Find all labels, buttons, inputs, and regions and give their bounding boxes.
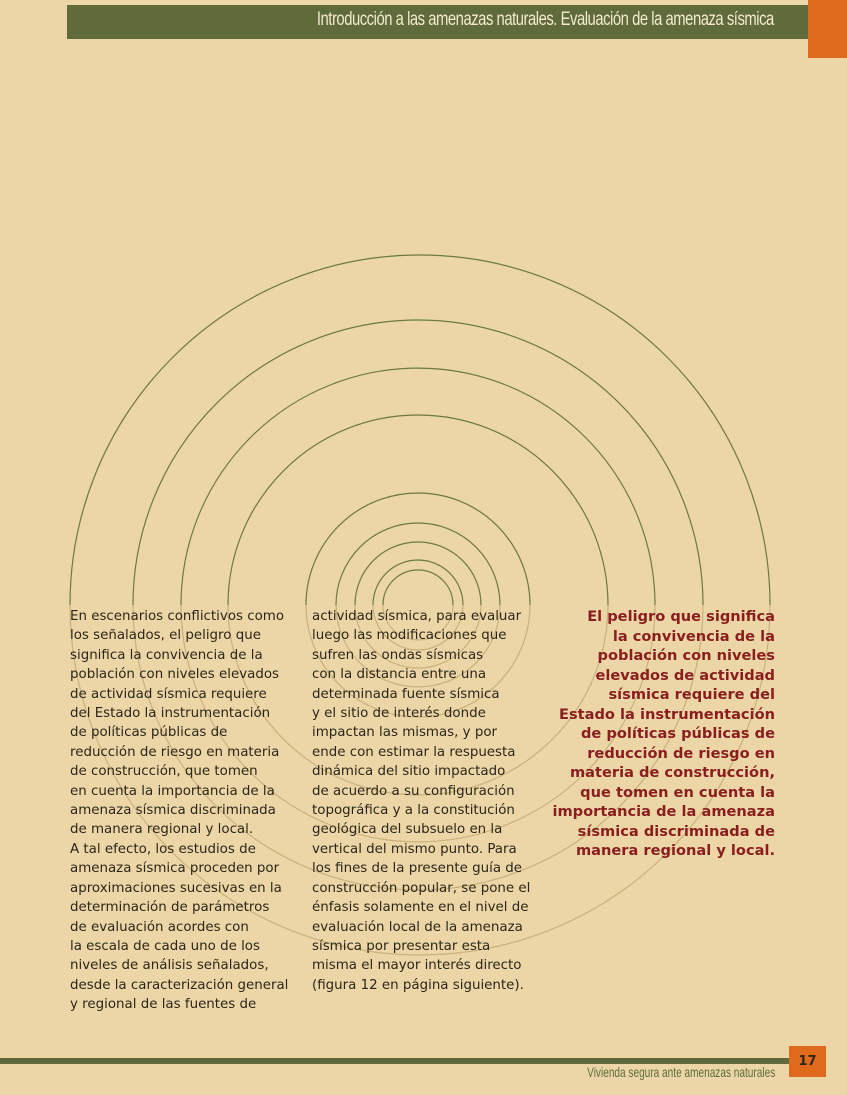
- footer-title: Vivienda segura ante amenazas naturales: [586, 1064, 775, 1080]
- body-column-1: En escenarios conflictivos como los señalados, el peligro que significa la convivencia de la población con niveles elevados de actividad sísmica requiere del Estado la instrumentación de políticas públicas de reducción de riesgo en materia de construcción, que tomen en cuenta la importancia de la amenaza sísmica discriminada de manera regional y local. A tal efecto, los estudios de amenaza sísmica proceden por aproximaciones sucesivas en la determinación de parámetros de evaluación acordes con la escala de cada uno de los niveles de análisis señalados, desde la caracterización general y regional de las fuentes de: [70, 609, 289, 1013]
- pull-quote: El peligro que significa la convivencia de la población con niveles elevados de actividad sísmica requiere del Estado la instrumentación de políticas públicas de reducción de riesgo en materia de construcción, que tomen en cuenta la importancia de la amenaza sísmica discriminada de manera regional y local.: [552, 608, 775, 859]
- header-title: Introducción a las amenazas naturales. Evaluación de la amenaza sísmica: [317, 9, 774, 30]
- arc-upper-1: [383, 570, 453, 605]
- arc-upper-5: [306, 493, 530, 605]
- body-column-2: actividad sísmica, para evaluar luego las modificaciones que sufren las ondas sísmicas con la distancia entre una determinada fuente sísmica y el sitio de interés donde impactan las mismas, y por ende con estimar la respuesta dinámica del sitio impactado de acuerdo a su configuración topográfica y a la constitución geológica del subsuelo en la vertical del mismo punto. Para los fines de la presente guía de construcción popular, se pone el énfasis solamente en el nivel de evaluación local de la amenaza sísmica por presentar esta misma el mayor interés directo (figura 12 en página siguiente).: [312, 609, 531, 993]
- page-number: 17: [789, 1046, 826, 1077]
- arc-upper-2: [373, 560, 463, 605]
- arc-upper-6: [228, 415, 608, 605]
- arc-upper-4: [336, 523, 500, 605]
- arc-upper-8: [133, 320, 703, 605]
- arc-upper-9: [70, 255, 770, 605]
